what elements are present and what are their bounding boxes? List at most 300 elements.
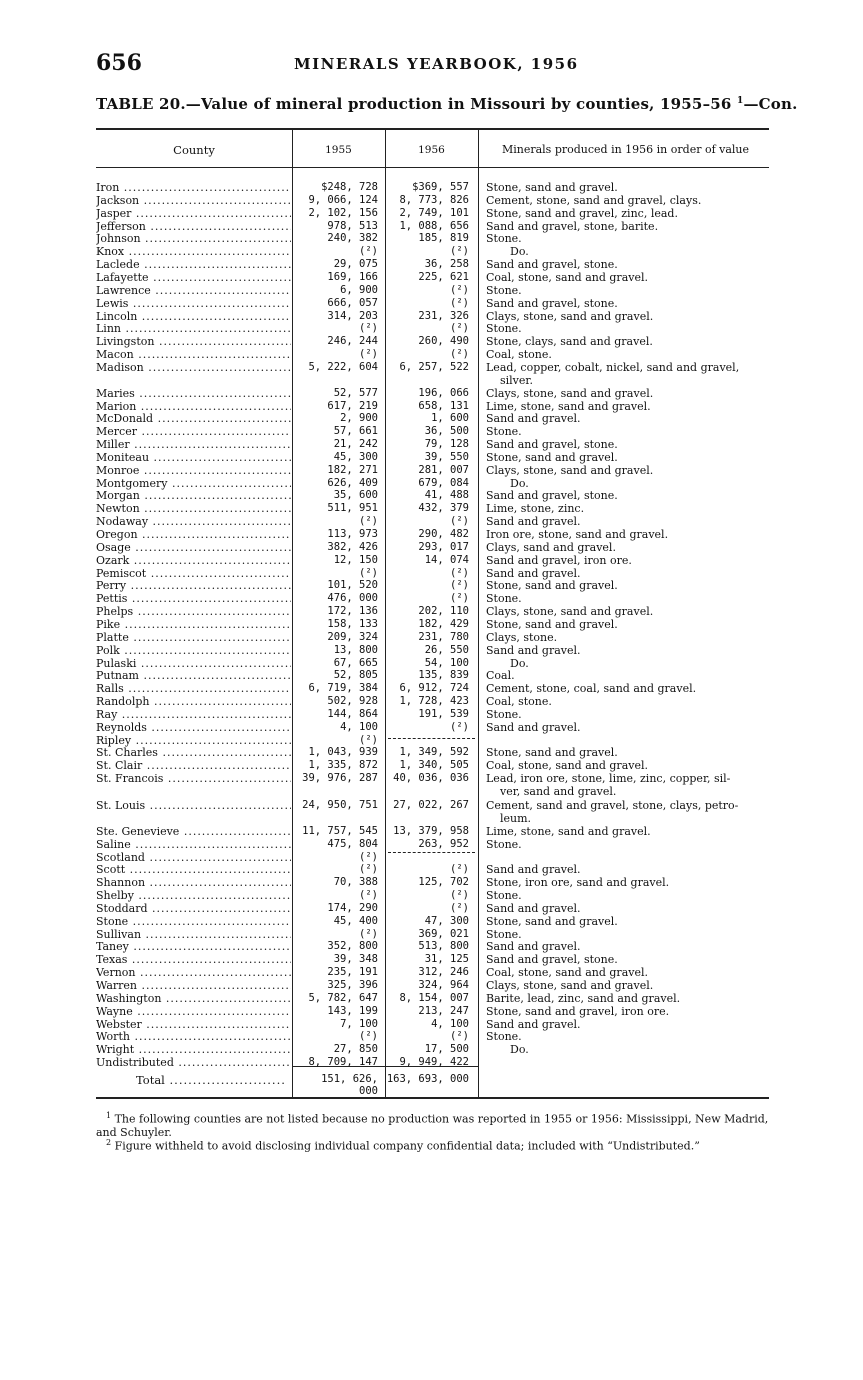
county-name: Perry ..... — [96, 579, 291, 592]
minerals-produced: Stone, sand and gravel. — [486, 617, 618, 631]
county-name: Taney ..... — [96, 940, 291, 953]
county-name: Webster ..... — [96, 1018, 291, 1031]
value-1956: $369, 557 — [412, 181, 469, 193]
table-row — [96, 245, 796, 258]
value-1955: (²) — [359, 850, 378, 863]
value-1956: 231, 780 — [418, 630, 469, 643]
value-1956: 8, 154, 007 — [399, 991, 469, 1004]
value-1956: 290, 482 — [418, 528, 469, 540]
value-1956: (²) — [450, 283, 469, 296]
value-1955: 626, 409 — [327, 476, 378, 489]
county-name: Lewis ..... — [96, 297, 291, 310]
minerals-produced-continuation: ver, sand and gravel. — [500, 785, 617, 798]
value-1955: 5, 222, 604 — [308, 360, 378, 373]
value-1956: 125, 702 — [418, 876, 469, 889]
table-title-text: TABLE 20.—Value of mineral production in Missouri by counties, 1955–56 — [96, 95, 732, 113]
value-1956: (²) — [450, 720, 469, 733]
value-1955: 8, 709, 147 — [308, 1056, 378, 1069]
minerals-produced: Coal, stone, sand and gravel. — [486, 966, 648, 980]
minerals-produced: Clays, stone, sand and gravel. — [486, 605, 654, 619]
county-name: Ste. Genevieve ..... — [96, 825, 291, 838]
value-1955: 5, 782, 647 — [308, 991, 378, 1004]
table-row — [96, 425, 796, 438]
county-name: Scott ..... — [96, 863, 291, 876]
value-1956: 135, 839 — [418, 669, 469, 682]
table-row — [96, 631, 796, 644]
value-1955: 1, 043, 939 — [308, 746, 378, 759]
minerals-produced: Coal, stone, sand and gravel. — [486, 270, 648, 284]
table-row-continuation — [96, 374, 796, 387]
minerals-produced: Sand and gravel, stone. — [486, 438, 618, 451]
county-name: Stoddard ..... — [96, 902, 291, 915]
county-name: Ralls ..... — [96, 682, 291, 695]
table-row — [96, 220, 796, 233]
value-1955: 4, 100 — [340, 720, 378, 733]
value-1956: 263, 952 — [418, 837, 469, 850]
minerals-produced: Iron ore, stone, sand and gravel. — [486, 528, 669, 541]
county-name: Scotland ..... — [96, 851, 291, 864]
value-1956: 1, 728, 423 — [399, 695, 469, 707]
minerals-produced: Barite, lead, zinc, sand and gravel. — [486, 991, 681, 1005]
table-row — [96, 271, 796, 284]
table-row — [96, 1043, 796, 1056]
value-1955: 182, 271 — [327, 463, 378, 476]
county-name: Oregon ..... — [96, 528, 291, 541]
minerals-produced: Sand and gravel. — [486, 566, 581, 580]
value-1956: (²) — [450, 889, 469, 901]
minerals-produced: Cement, stone, sand and gravel, clays. — [486, 193, 702, 207]
county-name: Morgan ..... — [96, 489, 291, 502]
county-name: Macon ..... — [96, 348, 291, 361]
table-row — [96, 928, 796, 941]
minerals-produced: Stone. — [486, 1030, 522, 1044]
table-row — [96, 412, 796, 425]
column-header-1955: 1955 — [325, 144, 352, 156]
minerals-produced: Sand and gravel, iron ore. — [486, 553, 632, 567]
table-row — [96, 825, 796, 838]
total-1955: 151, 626, 000 — [321, 1073, 378, 1097]
county-name: Johnson ..... — [96, 232, 291, 245]
minerals-produced: Coal. — [486, 669, 515, 683]
county-name: Wayne ..... — [96, 1005, 291, 1018]
value-1956: 36, 500 — [424, 425, 469, 438]
minerals-produced: Do. — [510, 476, 529, 490]
table-row — [96, 838, 796, 851]
value-1955: (²) — [359, 927, 378, 940]
value-1955: 314, 203 — [327, 309, 378, 322]
value-1955: (²) — [359, 566, 378, 579]
table-row — [96, 502, 796, 515]
value-1956: 36, 258 — [424, 258, 469, 271]
value-1955: (²) — [359, 1030, 378, 1043]
minerals-produced: Stone, sand and gravel. — [486, 746, 618, 760]
table-row — [96, 863, 796, 876]
value-1955: 144, 864 — [327, 707, 378, 720]
table-row — [96, 1018, 796, 1031]
county-name: Montgomery ..... — [96, 477, 291, 490]
minerals-produced: Sand and gravel. — [486, 901, 581, 915]
value-1956: 8, 773, 826 — [399, 193, 469, 206]
value-1956: 513, 800 — [418, 940, 469, 953]
minerals-produced: Clays, stone, sand and gravel. — [486, 463, 654, 477]
table-row — [96, 438, 796, 451]
value-1956: 6, 257, 522 — [399, 360, 469, 373]
value-1956: 658, 131 — [418, 399, 469, 412]
minerals-produced: Stone, sand and gravel. — [486, 579, 618, 593]
minerals-produced: Coal, stone. — [486, 695, 552, 708]
minerals-produced: Sand and gravel. — [486, 863, 581, 877]
value-1956: 231, 326 — [418, 309, 469, 322]
minerals-produced-continuation: leum. — [500, 811, 532, 825]
minerals-produced: Lead, iron ore, stone, lime, zinc, copper, sil- — [486, 772, 731, 786]
minerals-produced: Clays, stone, sand and gravel. — [486, 979, 654, 992]
value-1955: 52, 805 — [333, 669, 378, 682]
value-1955: 1, 335, 872 — [308, 759, 378, 772]
value-1956: (²) — [450, 592, 469, 605]
county-name: Iron ..... — [96, 181, 291, 194]
table-row — [96, 194, 796, 207]
minerals-produced: Stone, sand and gravel. — [486, 914, 618, 928]
value-1956: (²) — [450, 566, 469, 579]
table-row — [96, 618, 796, 631]
value-1955: 666, 057 — [327, 296, 378, 309]
county-name: Shannon ..... — [96, 876, 291, 889]
table-row — [96, 322, 796, 335]
value-1956: 324, 964 — [418, 979, 469, 991]
table-row — [96, 1005, 796, 1018]
value-1956: (²) — [450, 901, 469, 914]
county-name: Jasper ..... — [96, 207, 291, 220]
table-row — [96, 799, 796, 812]
value-1955: 67, 665 — [333, 656, 378, 669]
value-1956: 281, 007 — [418, 463, 469, 476]
minerals-produced: Stone. — [486, 889, 522, 902]
county-name: Jefferson ..... — [96, 220, 291, 233]
county-name: Lafayette ..... — [96, 271, 291, 284]
table-row — [96, 258, 796, 271]
county-name: Laclede ..... — [96, 258, 291, 271]
table-row — [96, 940, 796, 953]
value-1955: 57, 661 — [333, 425, 378, 438]
table-row — [96, 1030, 796, 1043]
minerals-produced: Do. — [510, 656, 529, 670]
minerals-produced: Stone, sand and gravel, zinc, lead. — [486, 206, 678, 220]
county-name: Moniteau ..... — [96, 451, 291, 464]
value-1955: 9, 066, 124 — [308, 193, 378, 206]
table-row — [96, 284, 796, 297]
minerals-produced: Sand and gravel, stone. — [486, 258, 618, 272]
value-1955: 235, 191 — [327, 966, 378, 979]
value-1956: 31, 125 — [424, 953, 469, 966]
value-1956: 369, 021 — [418, 927, 469, 940]
value-1956: 1, 340, 505 — [399, 759, 469, 772]
value-1956: 432, 379 — [418, 502, 469, 515]
value-1956: (²) — [450, 296, 469, 309]
value-1955: 6, 900 — [340, 283, 378, 296]
table-row — [96, 605, 796, 618]
table-row — [96, 579, 796, 592]
table-row — [96, 979, 796, 992]
county-name: Shelby ..... — [96, 889, 291, 902]
county-name: Sullivan ..... — [96, 928, 291, 941]
table-row — [96, 554, 796, 567]
county-name: Marion ..... — [96, 400, 291, 413]
value-1955: 143, 199 — [327, 1004, 378, 1017]
value-1956: 4, 100 — [431, 1017, 469, 1030]
value-1955: (²) — [359, 322, 378, 335]
minerals-produced: Stone, iron ore, sand and gravel. — [486, 876, 670, 890]
county-name: Monroe ..... — [96, 464, 291, 477]
minerals-produced: Clays, sand and gravel. — [486, 540, 616, 554]
table-row-continuation — [96, 785, 796, 798]
value-1956: 6, 912, 724 — [399, 682, 469, 695]
table-row — [96, 734, 796, 747]
county-name: Undistributed ..... — [96, 1056, 291, 1069]
value-1955: 45, 300 — [333, 450, 378, 463]
county-name: Warren ..... — [96, 979, 291, 992]
county-name: Madison ..... — [96, 361, 291, 374]
table-top-rule — [96, 128, 769, 130]
value-1956: 185, 819 — [418, 232, 469, 245]
column-header-county: County — [173, 143, 215, 157]
table-row — [96, 567, 796, 580]
table-row — [96, 772, 796, 785]
county-name: St. Francois ..... — [96, 772, 291, 785]
county-name: Osage ..... — [96, 541, 291, 554]
county-name: Randolph ..... — [96, 695, 291, 708]
minerals-produced: Stone, sand and gravel. — [486, 450, 618, 464]
table-row — [96, 915, 796, 928]
county-name: Livingston ..... — [96, 335, 291, 348]
column-header-minerals: Minerals produced in 1956 in order of value — [501, 143, 750, 156]
value-1955: 172, 136 — [327, 605, 378, 618]
table-row — [96, 759, 796, 772]
minerals-produced: Cement, stone, coal, sand and gravel. — [486, 682, 697, 696]
value-1956: 27, 022, 267 — [393, 799, 469, 812]
footnote-1-mark: 1 — [106, 1111, 112, 1120]
value-1955: 978, 513 — [327, 219, 378, 232]
value-1955: 113, 973 — [327, 528, 378, 540]
minerals-produced: Lime, stone, zinc. — [486, 502, 585, 516]
table-row — [96, 657, 796, 670]
minerals-produced: Sand and gravel, stone. — [486, 296, 618, 310]
value-1955: 27, 850 — [333, 1043, 378, 1056]
table-row — [96, 515, 796, 528]
county-name: Texas ..... — [96, 953, 291, 966]
minerals-produced: Do. — [510, 1043, 529, 1057]
value-1955: (²) — [359, 348, 378, 361]
column-header-1956: 1956 — [418, 144, 445, 156]
value-1956: 79, 128 — [424, 438, 469, 450]
page-number: 656 — [96, 50, 142, 76]
county-name: St. Clair ..... — [96, 759, 291, 772]
table-row — [96, 992, 796, 1005]
county-name: Maries ..... — [96, 387, 291, 400]
county-name: McDonald ..... — [96, 412, 291, 425]
minerals-produced-continuation: silver. — [500, 373, 533, 387]
running-head: MINERALS YEARBOOK, 1956 — [294, 55, 579, 73]
minerals-produced: Lead, copper, cobalt, nickel, sand and gravel, — [486, 360, 740, 374]
county-name: Worth ..... — [96, 1030, 291, 1043]
value-1956: 1, 088, 656 — [399, 219, 469, 232]
table-row — [96, 387, 796, 400]
minerals-produced: Sand and gravel. — [486, 412, 581, 426]
value-1955: (²) — [359, 733, 378, 746]
value-1955: 101, 520 — [327, 579, 378, 592]
minerals-produced: Clays, stone. — [486, 630, 558, 644]
value-1956: 9, 949, 422 — [399, 1056, 469, 1069]
value-1955: 35, 600 — [333, 489, 378, 502]
county-name: Lincoln ..... — [96, 310, 291, 323]
minerals-produced: Sand and gravel. — [486, 1017, 581, 1031]
value-1955: (²) — [359, 863, 378, 876]
minerals-produced: Lime, stone, sand and gravel. — [486, 824, 651, 838]
value-1955: (²) — [359, 245, 378, 258]
table-row — [96, 451, 796, 464]
value-1955: 174, 290 — [327, 901, 378, 914]
value-1955: 21, 242 — [333, 438, 378, 450]
minerals-produced: Coal, stone. — [486, 348, 552, 362]
minerals-produced: Stone, clays, sand and gravel. — [486, 335, 653, 349]
value-1955: 24, 950, 751 — [302, 799, 378, 812]
minerals-produced: Stone. — [486, 707, 522, 721]
table-row — [96, 310, 796, 323]
value-1955: 240, 382 — [327, 232, 378, 245]
footnote-1 — [96, 1109, 776, 1139]
table-title — [96, 95, 798, 113]
table-row — [96, 207, 796, 220]
value-1956: 679, 084 — [418, 476, 469, 489]
value-1955: 39, 976, 287 — [302, 772, 378, 785]
total-1956: 163, 693, 000 — [386, 1073, 469, 1085]
county-name: St. Charles ..... — [96, 746, 291, 759]
county-name: Washington ..... — [96, 992, 291, 1005]
value-1955: 12, 150 — [333, 553, 378, 566]
dashed-rule-1956-b — [388, 852, 475, 853]
minerals-produced: Stone. — [486, 322, 522, 336]
value-1956: 312, 246 — [418, 966, 469, 979]
county-name: Phelps ..... — [96, 605, 291, 618]
table-row — [96, 669, 796, 682]
county-name: Platte ..... — [96, 631, 291, 644]
value-1955: (²) — [359, 515, 378, 528]
county-name: Lawrence ..... — [96, 284, 291, 297]
table-row — [96, 348, 796, 361]
county-name: Nodaway ..... — [96, 515, 291, 528]
minerals-produced: Coal, stone, sand and gravel. — [486, 759, 648, 773]
county-name: Jackson ..... — [96, 194, 291, 207]
table-row — [96, 541, 796, 554]
value-1955: 29, 075 — [333, 258, 378, 271]
value-1956: 1, 600 — [431, 412, 469, 425]
county-name: Polk ..... — [96, 644, 291, 657]
value-1956: 182, 429 — [418, 617, 469, 630]
value-1955: 325, 396 — [327, 979, 378, 991]
value-1955: (²) — [359, 889, 378, 901]
table-row — [96, 592, 796, 605]
table-row — [96, 464, 796, 477]
table-row-continuation — [96, 812, 796, 825]
table-row — [96, 400, 796, 413]
table-header-rule — [96, 167, 769, 168]
value-1956: 213, 247 — [418, 1004, 469, 1017]
table-row — [96, 902, 796, 915]
minerals-produced: Sand and gravel. — [486, 643, 581, 657]
value-1955: 70, 388 — [333, 876, 378, 889]
table-row — [96, 297, 796, 310]
dashed-rule-1956-a — [388, 738, 475, 739]
county-name: Ray ..... — [96, 708, 291, 721]
table-bottom-rule — [96, 1097, 769, 1099]
value-1955: 11, 757, 545 — [302, 824, 378, 837]
value-1956: 17, 500 — [424, 1043, 469, 1056]
value-1956: (²) — [450, 322, 469, 335]
county-name: Putnam ..... — [96, 669, 291, 682]
minerals-produced: Stone. — [486, 425, 522, 439]
footnote-2-mark: 2 — [106, 1138, 112, 1147]
value-1955: 617, 219 — [327, 399, 378, 412]
value-1955: 2, 900 — [340, 412, 378, 425]
value-1956: 41, 488 — [424, 489, 469, 502]
county-name: St. Louis ..... — [96, 799, 291, 812]
value-1955: 13, 800 — [333, 643, 378, 656]
value-1956: 225, 621 — [418, 270, 469, 283]
table-row — [96, 966, 796, 979]
table-row — [96, 477, 796, 490]
value-1956: 260, 490 — [418, 335, 469, 348]
table-row — [96, 489, 796, 502]
table-row — [96, 721, 796, 734]
value-1955: 382, 426 — [327, 540, 378, 553]
table-title-suffix: —Con. — [743, 95, 798, 113]
value-1956: (²) — [450, 515, 469, 528]
value-1956: 40, 036, 036 — [393, 772, 469, 785]
total-label: Total ..... — [136, 1073, 286, 1087]
table-row — [96, 232, 796, 245]
value-1956: (²) — [450, 1030, 469, 1043]
value-1955: 246, 244 — [327, 335, 378, 348]
value-1956: 1, 349, 592 — [399, 746, 469, 759]
table-row — [96, 1056, 796, 1069]
table-row — [96, 361, 796, 374]
table-row — [96, 889, 796, 902]
county-name: Pettis ..... — [96, 592, 291, 605]
value-1955: 209, 324 — [327, 630, 378, 643]
table-row — [96, 644, 796, 657]
value-1956: 13, 379, 958 — [393, 824, 469, 837]
county-name: Miller ..... — [96, 438, 291, 451]
minerals-produced: Stone, sand and gravel. — [486, 181, 618, 194]
minerals-produced: Cement, sand and gravel, stone, clays, petro- — [486, 799, 739, 813]
value-1956: (²) — [450, 863, 469, 876]
minerals-produced: Sand and gravel. — [486, 515, 581, 529]
county-name: Linn ..... — [96, 322, 291, 335]
county-name: Reynolds ..... — [96, 721, 291, 734]
table-title-footnote-ref: 1 — [736, 96, 744, 106]
table-row — [96, 682, 796, 695]
county-name: Ripley ..... — [96, 734, 291, 747]
minerals-produced: Do. — [510, 245, 529, 259]
minerals-produced: Stone. — [486, 232, 522, 246]
value-1955: 158, 133 — [327, 617, 378, 630]
value-1956: 191, 539 — [418, 707, 469, 720]
county-name: Saline ..... — [96, 838, 291, 851]
value-1956: 2, 749, 101 — [399, 206, 469, 219]
value-1955: 6, 719, 384 — [308, 682, 378, 695]
minerals-produced: Clays, stone, sand and gravel. — [486, 309, 654, 323]
county-name: Vernon ..... — [96, 966, 291, 979]
value-1956: (²) — [450, 245, 469, 258]
